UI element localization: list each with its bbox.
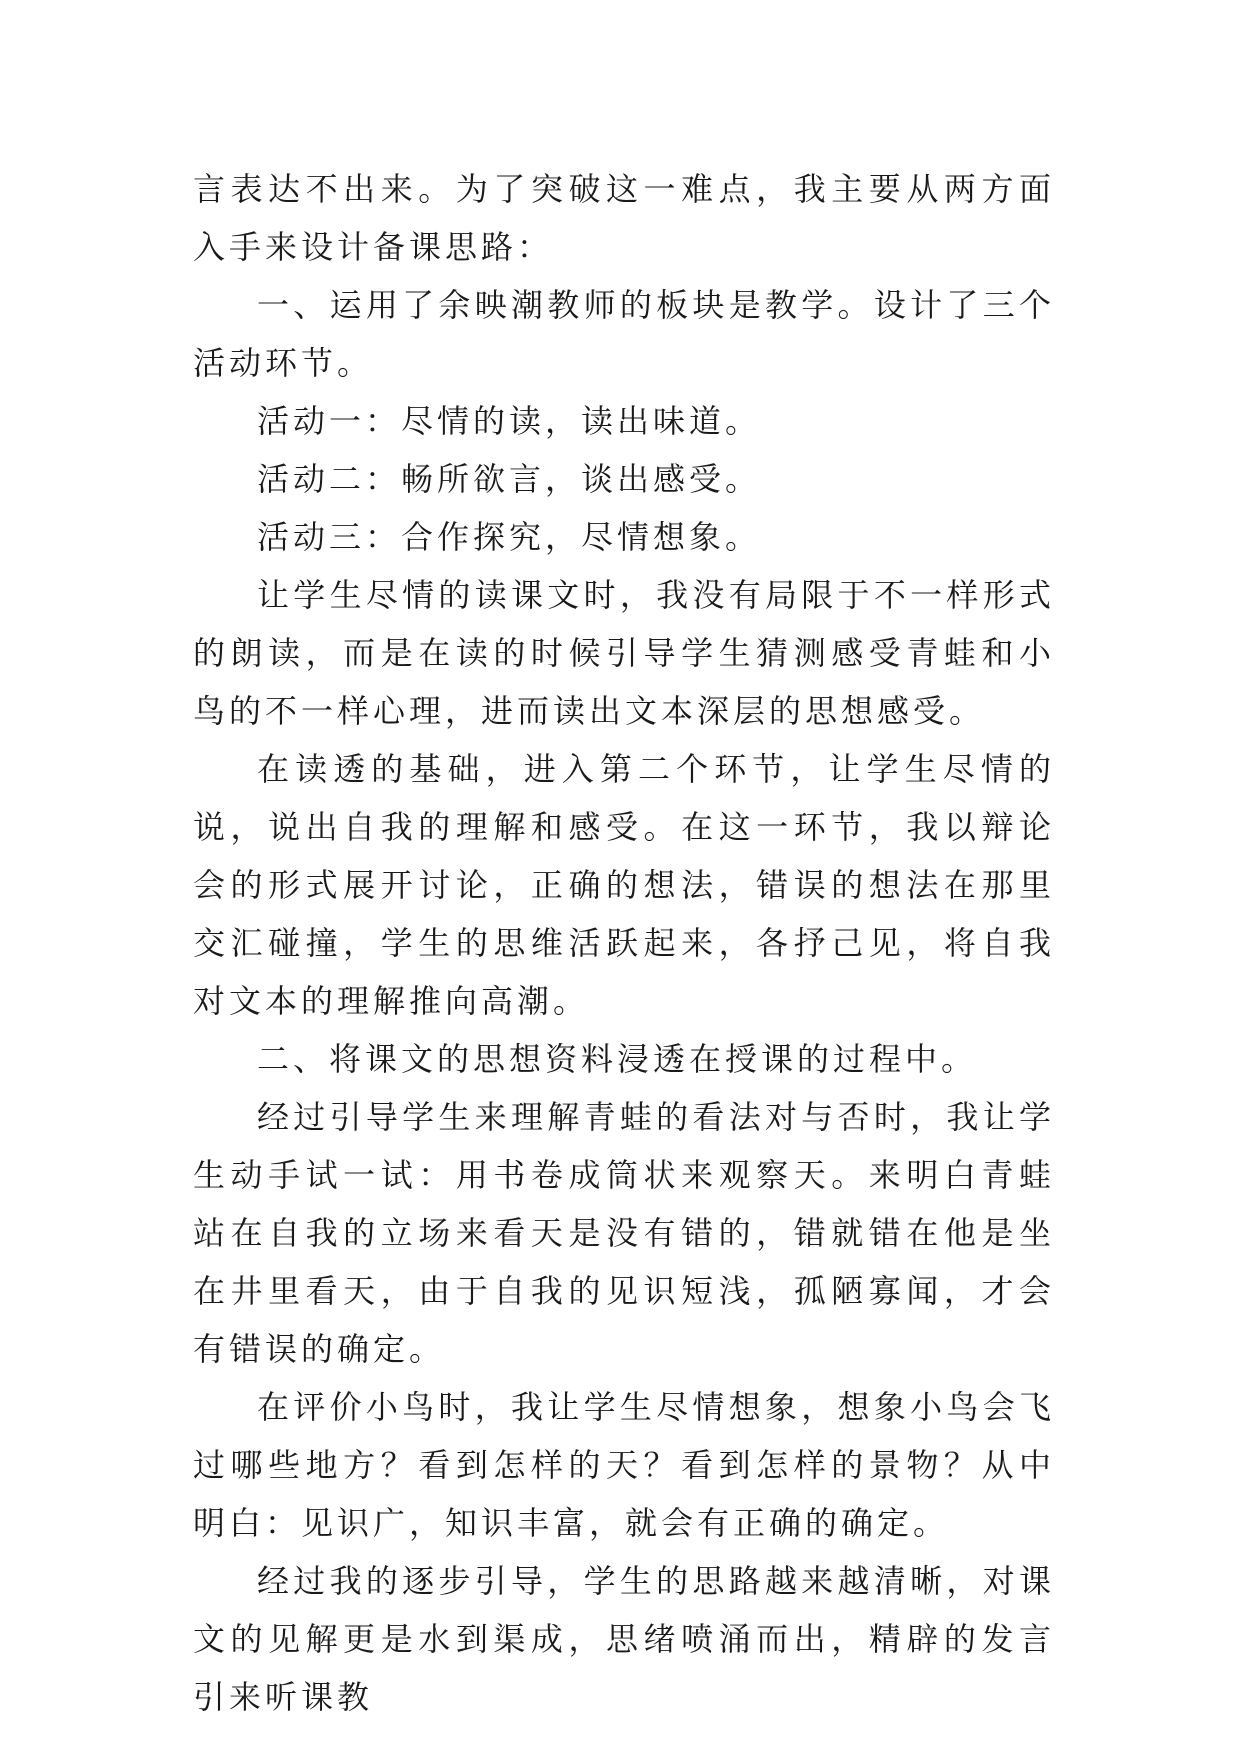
- paragraph: 言表达不出来。为了突破这一难点，我主要从两方面入手来设计备课思路：: [193, 170, 1055, 266]
- paragraph: 二、将课文的思想资料浸透在授课的过程中。: [257, 1040, 978, 1078]
- paragraph: 经过引导学生来理解青蛙的看法对与否时，我让学生动手试一试：用书卷成筒状来观察天。来明白青蛙站在自我的立场来看天是没有错的，错就错在他是坐在井里看天，由于自我的见识短浅，孤陋寡闻，才会有错误的确定。: [193, 1098, 1055, 1368]
- paragraph: 一、运用了余映潮教师的板块是教学。设计了三个活动环节。: [193, 286, 1055, 382]
- paragraph: 活动一：尽情的读，读出味道。: [257, 402, 762, 440]
- paragraph: 经过我的逐步引导，学生的思路越来越清晰，对课文的见解更是水到渠成，思绪喷涌而出，精辟的发言引来听课教: [193, 1562, 1055, 1716]
- paragraph: 在评价小鸟时，我让学生尽情想象，想象小鸟会飞过哪些地方？看到怎样的天？看到怎样的景物？从中明白：见识广，知识丰富，就会有正确的确定。: [193, 1388, 1055, 1542]
- paragraph: 让学生尽情的读课文时，我没有局限于不一样形式的朗读，而是在读的时候引导学生猜测感受青蛙和小鸟的不一样心理，进而读出文本深层的思想感受。: [193, 576, 1055, 730]
- paragraph: 活动二：畅所欲言，谈出感受。: [257, 460, 762, 498]
- body-text: [193, 160, 1055, 1726]
- paragraph: 在读透的基础，进入第二个环节，让学生尽情的说，说出自我的理解和感受。在这一环节，我以辩论会的形式展开讨论，正确的想法，错误的想法在那里交汇碰撞，学生的思维活跃起来，各抒己见，将自我对文本的理解推向高潮。: [193, 750, 1055, 1020]
- paragraph: 活动三：合作探究，尽情想象。: [257, 518, 762, 556]
